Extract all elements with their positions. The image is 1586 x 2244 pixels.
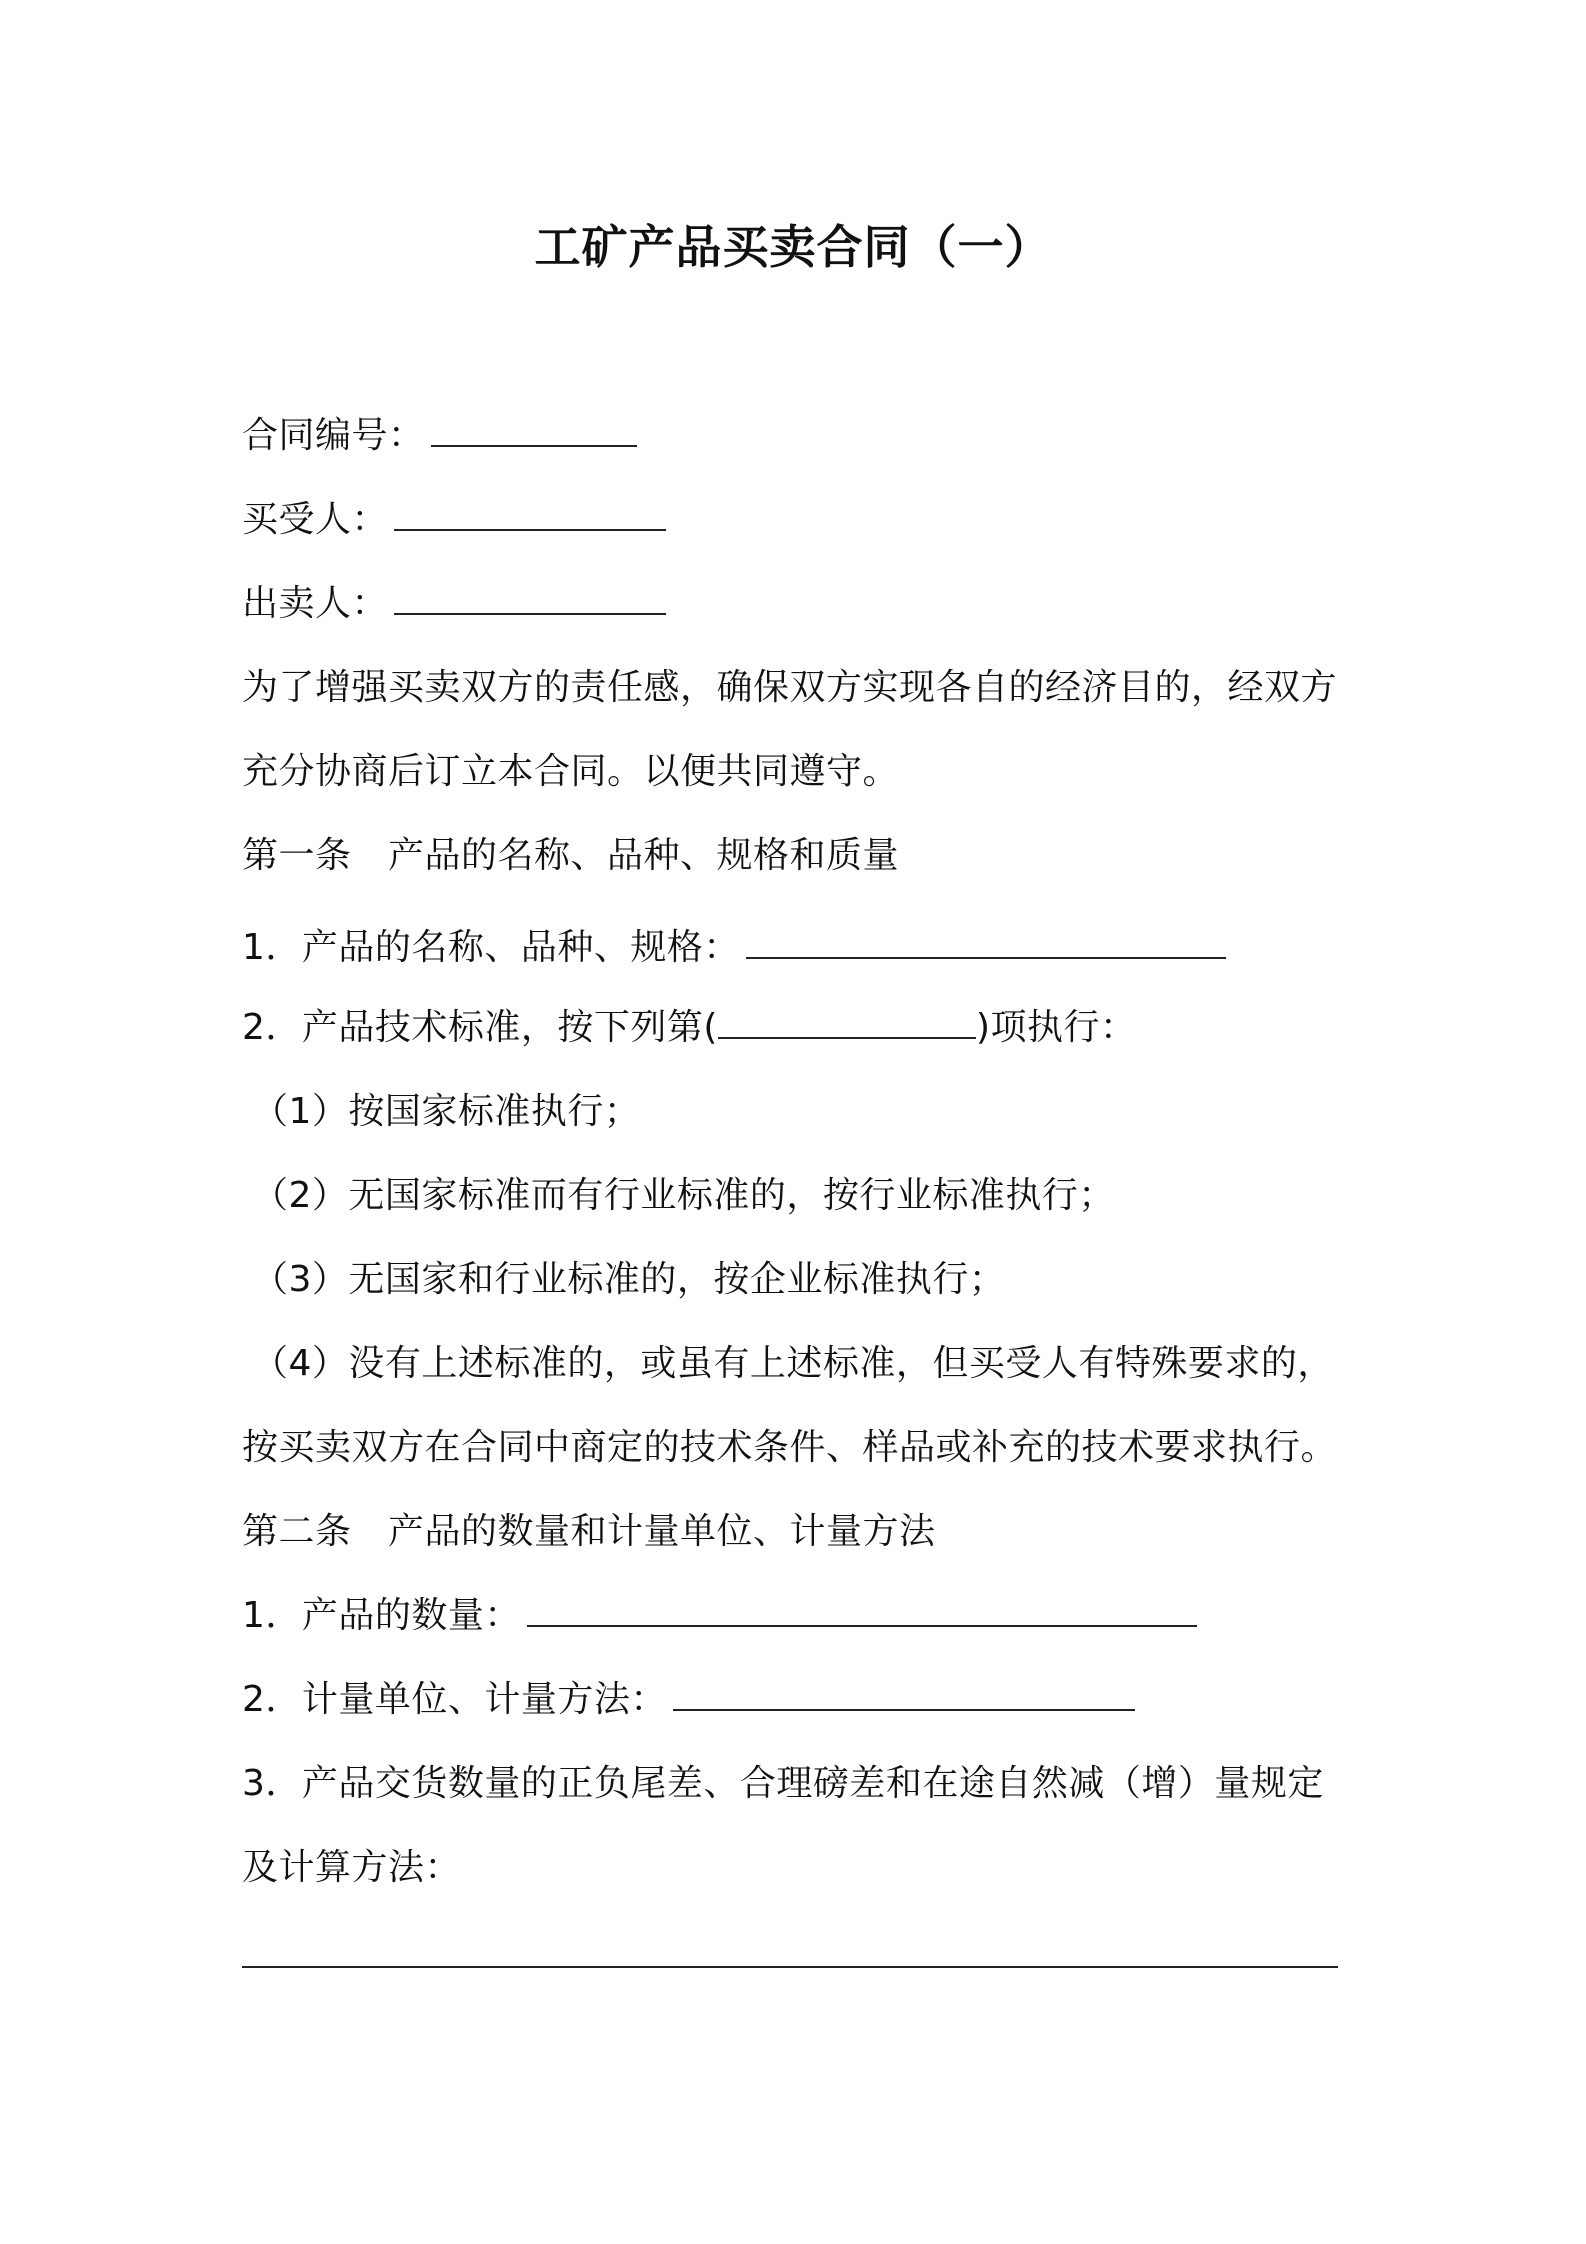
standard-option-1: （1）按国家标准执行；: [252, 1091, 641, 1132]
preamble-line-2: 充分协商后订立本合同。以便共同遵守。: [242, 751, 900, 792]
product-name-blank[interactable]: [746, 929, 1226, 959]
contract-number-label: 合同编号：: [242, 415, 425, 456]
standard-option-4-line-2: 按买卖双方在合同中商定的技术条件、样品或补充的技术要求执行。: [242, 1427, 1338, 1468]
contract-number-row: [242, 412, 637, 460]
standard-option-3: （3）无国家和行业标准的，按企业标准执行；: [252, 1259, 1006, 1300]
article-1-item-2-prefix: 2．产品技术标准，按下列第(: [242, 1007, 718, 1048]
seller-label: 出卖人：: [242, 583, 389, 624]
calculation-method-blank[interactable]: [242, 1966, 1338, 1968]
product-quantity-blank[interactable]: [527, 1597, 1197, 1627]
article-1-heading: 第一条 产品的名称、品种、规格和质量: [242, 835, 900, 876]
article-2-item-1: [242, 1592, 1197, 1640]
seller-row: [242, 580, 666, 628]
article-2-item-2-label: 2．计量单位、计量方法：: [242, 1679, 667, 1720]
measurement-unit-blank[interactable]: [673, 1681, 1135, 1711]
article-1-item-2-suffix: )项执行：: [975, 1007, 1137, 1048]
document-title: 工矿产品买卖合同（一）: [534, 220, 1052, 274]
article-2-item-1-label: 1．产品的数量：: [242, 1595, 521, 1636]
standard-option-2: （2）无国家标准而有行业标准的，按行业标准执行；: [252, 1175, 1115, 1216]
article-1-item-1: [242, 924, 1226, 972]
article-1-item-2: [242, 1004, 1137, 1052]
buyer-row: [242, 496, 666, 544]
contract-number-blank[interactable]: [431, 417, 637, 447]
buyer-blank[interactable]: [394, 501, 666, 531]
buyer-label: 买受人：: [242, 499, 389, 540]
standard-option-4-line-1: （4）没有上述标准的，或虽有上述标准，但买受人有特殊要求的，: [252, 1343, 1334, 1384]
article-2-heading: 第二条 产品的数量和计量单位、计量方法: [242, 1511, 936, 1552]
article-2-item-3-line-1: 3．产品交货数量的正负尾差、合理磅差和在途自然减（增）量规定: [242, 1763, 1324, 1804]
article-1-item-1-label: 1．产品的名称、品种、规格：: [242, 927, 740, 968]
article-2-item-2: [242, 1676, 1135, 1724]
standard-option-blank[interactable]: [718, 1009, 976, 1039]
preamble-line-1: 为了增强买卖双方的责任感，确保双方实现各自的经济目的，经双方: [242, 667, 1338, 708]
article-2-item-3-line-2: 及计算方法：: [242, 1847, 462, 1888]
seller-blank[interactable]: [394, 585, 666, 615]
